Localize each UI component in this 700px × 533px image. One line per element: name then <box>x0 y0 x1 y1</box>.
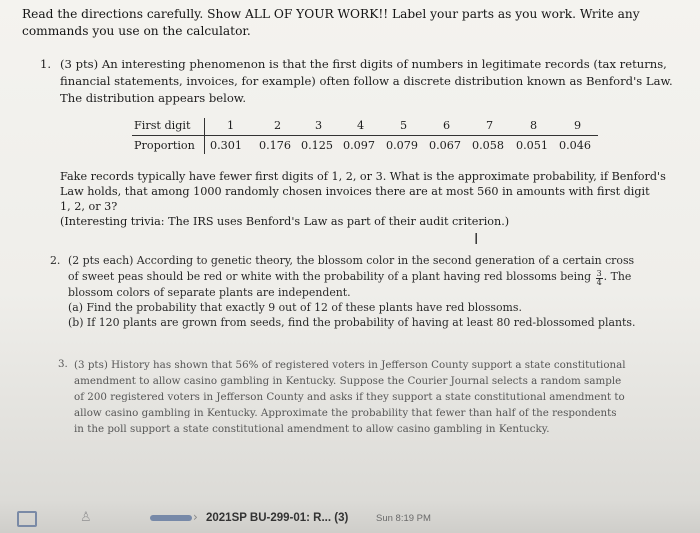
fraction-numerator: 3 <box>596 269 602 278</box>
q2-line-1: (2 pts each) According to genetic theory, the blossom color in the second generation of a certain cross <box>68 254 635 267</box>
q2-part-a: (a) Find the probability that exactly 9 out of 12 of these plants have red blossoms. <box>68 301 522 314</box>
first-digit-label: First digit <box>134 119 191 132</box>
digit-cell: 6 <box>443 119 451 132</box>
digit-cell: 8 <box>530 119 538 132</box>
proportion-cell: 0.067 <box>429 139 462 152</box>
taskbar <box>0 500 700 533</box>
q2-number: 2. <box>50 254 61 267</box>
q1-line-3: The distribution appears below. <box>60 91 247 105</box>
proportion-cell: 0.051 <box>516 139 549 152</box>
digit-cell: 7 <box>486 119 494 132</box>
progress-pill <box>150 515 192 521</box>
q2-line-3: blossom colors of separate plants are independent. <box>68 286 351 299</box>
proportion-label: Proportion <box>134 139 195 152</box>
table-header-row <box>132 118 598 136</box>
q3-line-5: in the poll support a state constitutional amendment to allow casino gambling in Kentucky. <box>74 423 550 435</box>
q1-number: 1. <box>40 57 52 71</box>
digit-cell: 1 <box>227 119 235 132</box>
taskbar-window-title[interactable]: 2021SP BU-299-01: R... (3) <box>206 512 349 524</box>
intro-line-2: commands you use on the calculator. <box>22 24 251 38</box>
q1-question-line-4: (Interesting trivia: The IRS uses Benford's Law as part of their audit criterion.) <box>60 215 510 228</box>
proportion-cell: 0.125 <box>301 139 334 152</box>
proportion-cell: 0.046 <box>559 139 592 152</box>
window-icon[interactable] <box>17 511 37 527</box>
q3-number: 3. <box>58 358 68 370</box>
q1-question-line-1: Fake records typically have fewer first digits of 1, 2, or 3. What is the approximate probability, if Benford's <box>60 170 666 183</box>
q2-part-b: (b) If 120 plants are grown from seeds, find the probability of having at least 80 red-blossomed plants. <box>68 316 636 329</box>
benford-table <box>132 118 598 153</box>
chevron-right-icon: › <box>193 510 198 524</box>
proportion-cell: 0.301 <box>210 139 243 152</box>
digit-cell: 4 <box>357 119 365 132</box>
q2-line-2 <box>68 270 631 287</box>
q3-line-1: (3 pts) History has shown that 56% of registered voters in Jefferson County support a state constitutional <box>74 359 626 371</box>
q3-line-3: of 200 registered voters in Jefferson County and asks if they support a state constitutional amendment to <box>74 391 625 403</box>
digit-cell: 3 <box>315 119 323 132</box>
q1-question-line-2: Law holds, that among 1000 randomly chosen invoices there are at most 560 in amounts with first digit <box>60 185 650 198</box>
q1-line-1: (3 pts) An interesting phenomenon is that the first digits of numbers in legitimate records (tax returns, <box>60 57 667 71</box>
fraction-denominator: 4 <box>596 278 602 287</box>
digit-cell: 2 <box>274 119 282 132</box>
taskbar-clock: Sun 8:19 PM <box>376 513 431 524</box>
intro-line-1: Read the directions carefully. Show ALL OF YOUR WORK!! Label your parts as you work. Write any <box>22 7 640 21</box>
q2-line-2-tail: . The <box>603 270 632 283</box>
table-proportion-row <box>132 136 598 153</box>
proportion-cell: 0.176 <box>259 139 292 152</box>
proportion-cell: 0.079 <box>386 139 419 152</box>
q1-line-2: financial statements, invoices, for example) often follow a discrete distribution known as Benford's Law. <box>60 74 673 88</box>
text-cursor-icon: I <box>474 230 479 248</box>
proportion-cell: 0.058 <box>472 139 505 152</box>
q2-line-2-text: of sweet peas should be red or white with the probability of a plant having red blossoms being <box>68 270 592 283</box>
proportion-cell: 0.097 <box>343 139 376 152</box>
digit-cell: 5 <box>400 119 408 132</box>
fraction <box>596 270 603 287</box>
q1-question-line-3: 1, 2, or 3? <box>60 200 118 213</box>
user-icon[interactable]: ♙ <box>80 510 92 525</box>
digit-cell: 9 <box>574 119 582 132</box>
q3-line-4: allow casino gambling in Kentucky. Approximate the probability that fewer than half of the respondents <box>74 407 617 419</box>
q3-line-2: amendment to allow casino gambling in Kentucky. Suppose the Courier Journal selects a random sample <box>74 375 622 387</box>
